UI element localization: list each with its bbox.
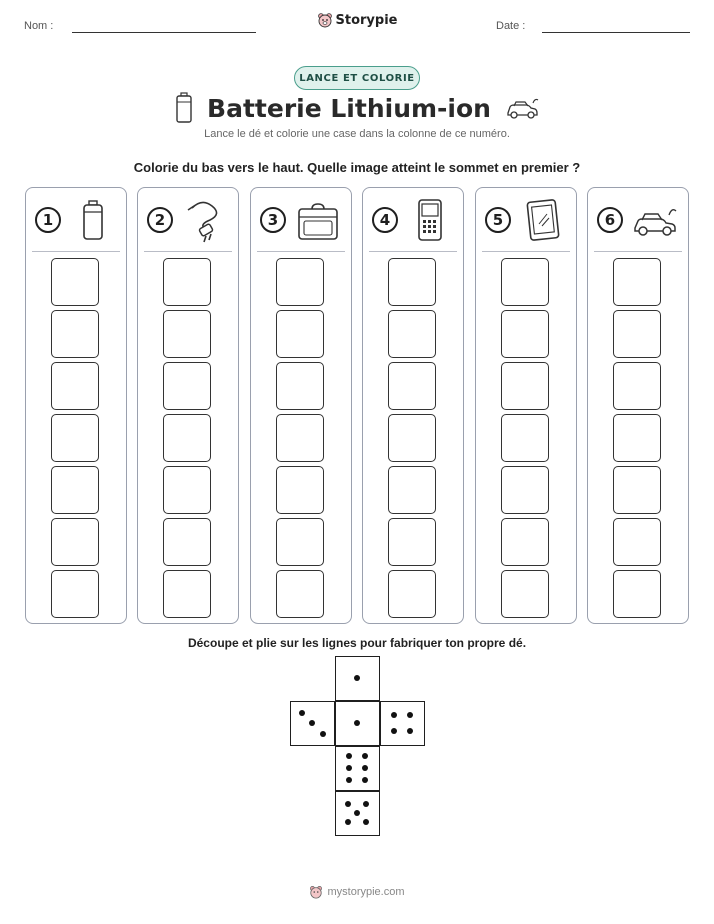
storypie-mascot-icon: [309, 885, 323, 899]
coloring-box[interactable]: [276, 570, 324, 618]
electric-car-icon: [632, 198, 678, 244]
dice-pip: [391, 712, 397, 718]
column-divider: [257, 251, 345, 252]
column-header: [476, 198, 576, 248]
dice-pip: [362, 753, 368, 759]
coloring-box[interactable]: [388, 466, 436, 514]
column-header: [588, 198, 688, 248]
dice-pip: [407, 712, 413, 718]
column-divider: [369, 251, 457, 252]
title-row: [0, 92, 714, 124]
dice-pip: [354, 675, 360, 681]
coloring-box[interactable]: [276, 466, 324, 514]
name-label: Nom :: [24, 20, 54, 32]
mobile-phone-icon: [407, 198, 453, 244]
column-divider: [144, 251, 232, 252]
dice-face-5: [335, 791, 380, 836]
coloring-box[interactable]: [613, 258, 661, 306]
coloring-box[interactable]: [51, 518, 99, 566]
column-number: 1: [35, 207, 61, 233]
coloring-box[interactable]: [613, 414, 661, 462]
column-divider: [32, 251, 120, 252]
instruction: Colorie du bas vers le haut. Quelle image atteint le sommet en premier ?: [133, 160, 581, 175]
dice-face-6: [335, 746, 380, 791]
dice-face-3: [290, 701, 335, 746]
page-title: Batterie Lithium-ion: [207, 93, 491, 123]
dice-pip: [363, 819, 369, 825]
footer: [0, 885, 714, 904]
dice-pip: [362, 777, 368, 783]
cut-instruction: Découpe et plie sur les lignes pour fabriquer ton propre dé.: [187, 636, 527, 650]
race-column-1: [25, 187, 127, 624]
coloring-box[interactable]: [51, 258, 99, 306]
dice-pip: [320, 731, 326, 737]
coloring-box[interactable]: [388, 414, 436, 462]
dice-pip: [363, 801, 369, 807]
coloring-box[interactable]: [501, 258, 549, 306]
coloring-box[interactable]: [51, 310, 99, 358]
coloring-box[interactable]: [613, 466, 661, 514]
dice-face-4: [380, 701, 425, 746]
dice-pip: [354, 810, 360, 816]
column-divider: [482, 251, 570, 252]
dice-pip: [299, 710, 305, 716]
coloring-box[interactable]: [613, 362, 661, 410]
race-column-6: [587, 187, 689, 624]
coloring-box[interactable]: [501, 362, 549, 410]
column-header: [26, 198, 126, 248]
date-line[interactable]: [542, 32, 690, 33]
coloring-box[interactable]: [163, 414, 211, 462]
column-header: [138, 198, 238, 248]
coloring-box[interactable]: [163, 466, 211, 514]
lunchbox-icon: [295, 198, 341, 244]
race-column-2: [137, 187, 239, 624]
dice-pip: [345, 801, 351, 807]
dice-pip: [345, 819, 351, 825]
coloring-box[interactable]: [388, 570, 436, 618]
coloring-box[interactable]: [163, 570, 211, 618]
activity-badge: LANCE ET COLORIE: [294, 66, 420, 90]
coloring-box[interactable]: [501, 518, 549, 566]
column-number: 6: [597, 207, 623, 233]
dice-pip: [354, 720, 360, 726]
battery-icon: [175, 92, 193, 124]
column-header: [363, 198, 463, 248]
subtitle: Lance le dé et colorie une case dans la colonne de ce numéro.: [204, 128, 510, 140]
column-number: 3: [260, 207, 286, 233]
coloring-box[interactable]: [163, 310, 211, 358]
column-number: 5: [485, 207, 511, 233]
electric-car-icon: [505, 94, 539, 122]
charging-plug-icon: [182, 198, 228, 244]
date-label: Date :: [496, 20, 526, 32]
brand-logo: [0, 12, 714, 33]
dice-face-1: [335, 701, 380, 746]
coloring-box[interactable]: [163, 362, 211, 410]
coloring-box[interactable]: [276, 414, 324, 462]
coloring-box[interactable]: [388, 518, 436, 566]
coloring-box[interactable]: [613, 518, 661, 566]
column-header: [251, 198, 351, 248]
race-column-3: [250, 187, 352, 624]
dice-pip: [346, 777, 352, 783]
dice-face-1: [335, 656, 380, 701]
dice-pip: [346, 765, 352, 771]
coloring-box[interactable]: [501, 466, 549, 514]
coloring-box[interactable]: [613, 310, 661, 358]
coloring-box[interactable]: [613, 570, 661, 618]
coloring-box[interactable]: [163, 518, 211, 566]
coloring-box[interactable]: [501, 570, 549, 618]
dice-pip: [407, 728, 413, 734]
coloring-box[interactable]: [163, 258, 211, 306]
tablet-icon: [520, 198, 566, 244]
coloring-box[interactable]: [51, 362, 99, 410]
coloring-box[interactable]: [276, 518, 324, 566]
coloring-box[interactable]: [276, 258, 324, 306]
dice-pip: [391, 728, 397, 734]
coloring-box[interactable]: [51, 414, 99, 462]
storypie-mascot-icon: [317, 12, 333, 28]
dice-pip: [346, 753, 352, 759]
footer-url[interactable]: mystorypie.com: [327, 886, 405, 898]
coloring-box[interactable]: [51, 466, 99, 514]
coloring-box[interactable]: [276, 362, 324, 410]
coloring-box[interactable]: [388, 362, 436, 410]
coloring-box[interactable]: [276, 310, 324, 358]
brand-name: Storypie: [335, 12, 398, 28]
coloring-box[interactable]: [51, 570, 99, 618]
coloring-box[interactable]: [388, 258, 436, 306]
dice-pip: [309, 720, 315, 726]
column-divider: [594, 251, 682, 252]
battery-icon: [70, 198, 116, 244]
column-number: 2: [147, 207, 173, 233]
race-column-4: [362, 187, 464, 624]
column-number: 4: [372, 207, 398, 233]
dice-pip: [362, 765, 368, 771]
race-column-5: [475, 187, 577, 624]
coloring-box[interactable]: [388, 310, 436, 358]
coloring-box[interactable]: [501, 414, 549, 462]
coloring-box[interactable]: [501, 310, 549, 358]
